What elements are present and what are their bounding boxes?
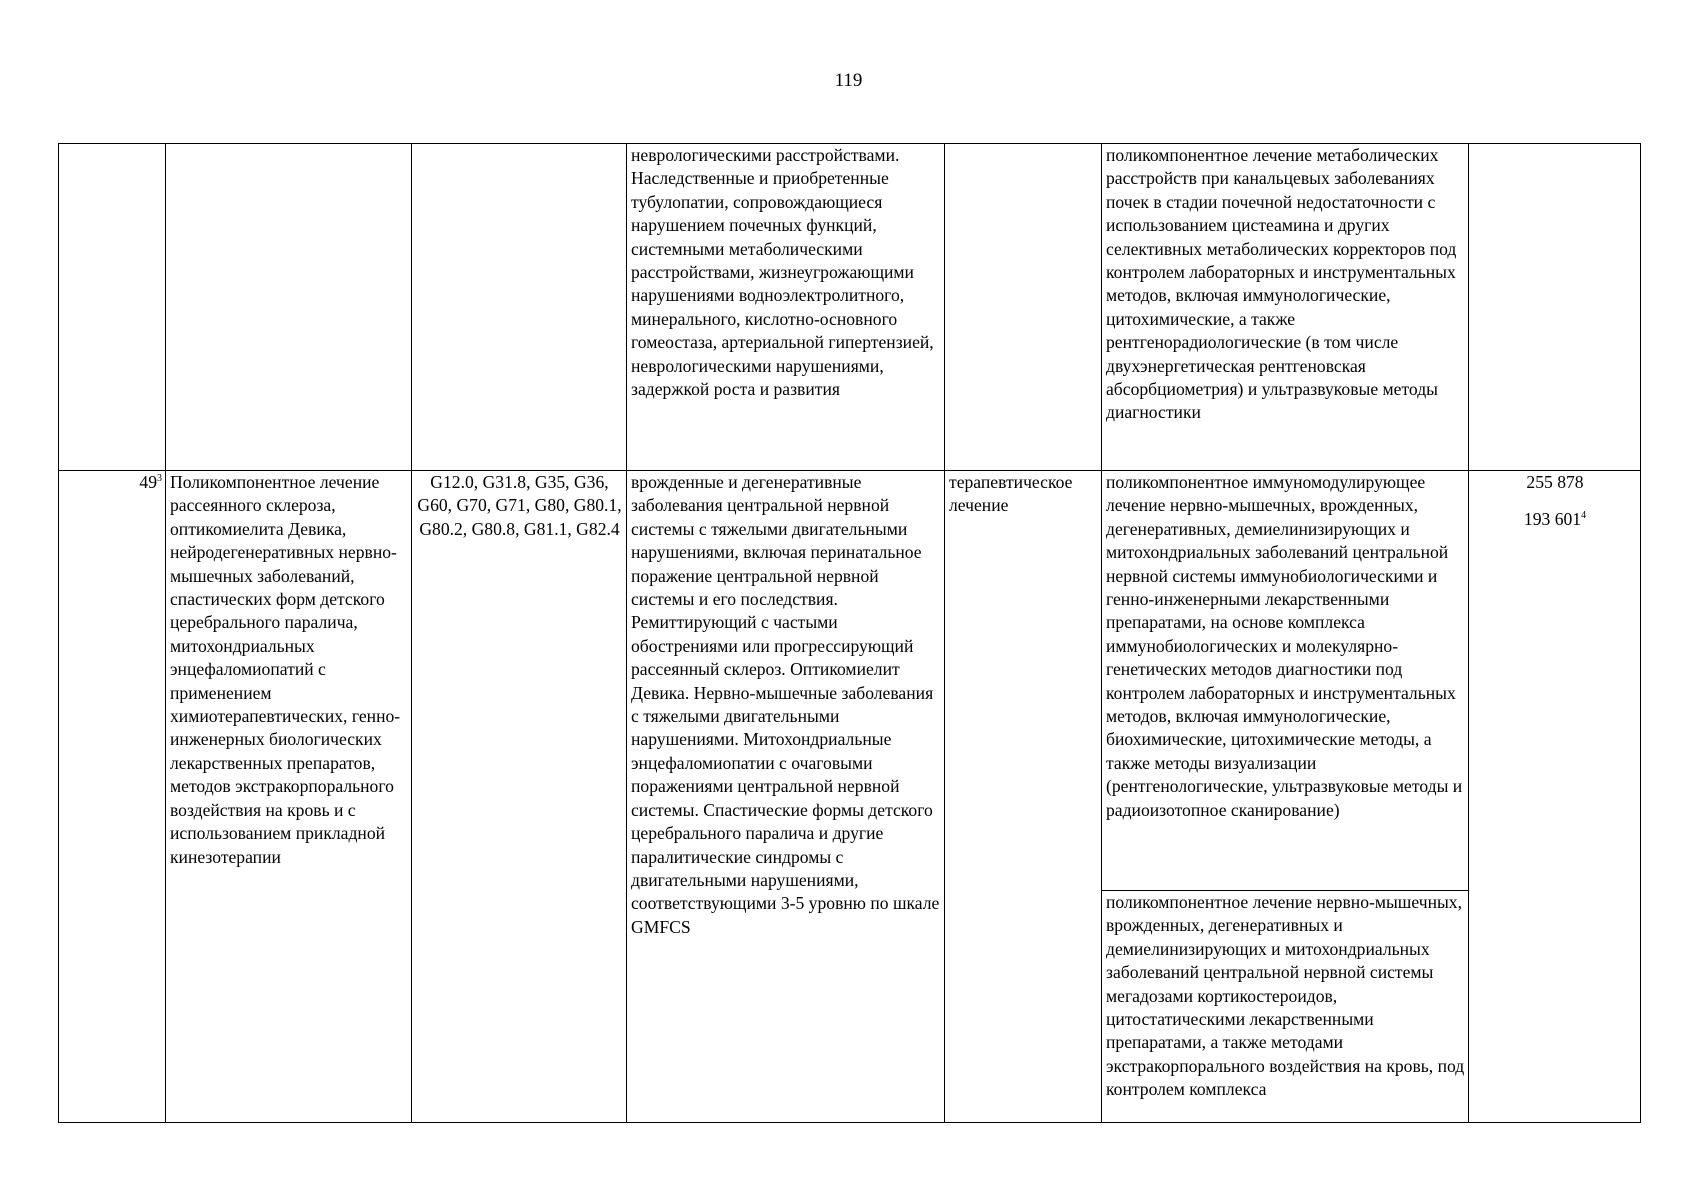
icd-codes-cell bbox=[412, 471, 627, 1123]
cost-value-reduced: 193 601 bbox=[1523, 509, 1582, 530]
method-cell bbox=[1102, 471, 1469, 891]
table-row bbox=[59, 471, 1641, 891]
treatment-type-cell bbox=[945, 144, 1102, 471]
condition-cell bbox=[627, 471, 945, 1123]
condition-cell bbox=[627, 144, 945, 471]
care-name-cell bbox=[166, 471, 412, 1123]
method-text: поликомпонентное лечение метаболических расстройств при канальцевых заболеваниях почек в стадии почечной недостаточности с использованием цистеамина и других селективных метаболических корректоров под контролем лабораторных и инструментальных методов, включая иммунологические, цитохимические, а также рентгенорадиологические (в том числе двухэнергетическая рентгеновская абсорбциометрия) и ультразвуковые методы диагностики bbox=[1106, 145, 1457, 423]
cost-value: 255 878 bbox=[1526, 472, 1584, 492]
row-number-cell bbox=[59, 471, 166, 1123]
condition-text: врожденные и дегенеративные заболевания центральной нервной системы с тяжелыми двигательными нарушениями, включая перинатальное поражение центральной нервной системы и его последствия. Ремиттирующий с частыми обострениями или прогрессирующий рассеянный склероз. Оптикомиелит Девика. Нервно-мышечные заболевания с тяжелыми двигательными нарушениями. Митохондриальные энцефаломиопатии с очаговыми поражениями центральной нервной системы. Спастические формы детского церебрального паралича и другие паралитические синдромы с двигательными нарушениями, соответствующими 3-5 уровню по шкале GMFCS bbox=[631, 472, 940, 937]
condition-text: неврологическими расстройствами. Наследственные и приобретенные тубулопатии, сопровождающиеся нарушением почечных функций, системными метаболическими расстройствами, жизнеугрожающими нарушениями водноэлектролитного, минерального, кислотно-основного гомеостаза, артериальной гипертензией, неврологическими нарушениями, задержкой роста и развития bbox=[631, 145, 934, 400]
cost-cell bbox=[1469, 144, 1641, 471]
icd-codes-text: G12.0, G31.8, G35, G36, G60, G70, G71, G80, G80.1, G80.2, G80.8, G81.1, G82.4 bbox=[417, 472, 622, 539]
medical-care-table bbox=[58, 143, 1641, 1123]
method-cell bbox=[1102, 144, 1469, 471]
row-number: 49 bbox=[139, 472, 157, 492]
cost-footnote: 4 bbox=[1581, 510, 1587, 522]
method-text: поликомпонентное иммуномодулирующее лечение нервно-мышечных, врожденных, дегенеративных, демиелинизирующих и митохондриальных заболеваний центральной нервной системы иммунобиологическими и генно-инженерными лекарственными препаратами, на основе комплекса иммунобиологических и молекулярно-генетических методов диагностики под контролем лабораторных и инструментальных методов, включая иммунологические, биохимические, цитохимические методы, а также методы визуализации (рентгенологические, ультразвуковые методы и радиоизотопное сканирование) bbox=[1106, 472, 1463, 820]
icd-codes-cell bbox=[412, 144, 627, 471]
treatment-type-text: терапевтическое лечение bbox=[949, 472, 1073, 516]
method-text: поликомпонентное лечение нервно-мышечных, врожденных, дегенеративных и демиелинизирующих и митохондриальных заболеваний центральной нервной системы мегадозами кортикостероидов, цитостатическими лекарственными препаратами, а также методами экстракорпорального воздействия на кровь, под контролем комплекса bbox=[1106, 892, 1465, 1100]
table-row bbox=[59, 144, 1641, 471]
care-name-text: Поликомпонентное лечение рассеянного склероза, оптикомиелита Девика, нейродегенеративных нервно-мышечных заболеваний, спастических форм детского церебрального паралича, митохондриальных энцефаломиопатий с применением химиотерапевтических, генно-инженерных биологических лекарственных препаратов, методов экстракорпорального воздействия на кровь и с использованием прикладной кинезотерапии bbox=[170, 472, 401, 867]
cost-cell bbox=[1469, 471, 1641, 1123]
page-number: 119 bbox=[834, 70, 863, 91]
row-number-cell bbox=[59, 144, 166, 471]
method-cell bbox=[1102, 891, 1469, 1123]
treatment-type-cell bbox=[945, 471, 1102, 1123]
care-name-cell bbox=[166, 144, 412, 471]
row-number-footnote: 3 bbox=[157, 473, 162, 485]
